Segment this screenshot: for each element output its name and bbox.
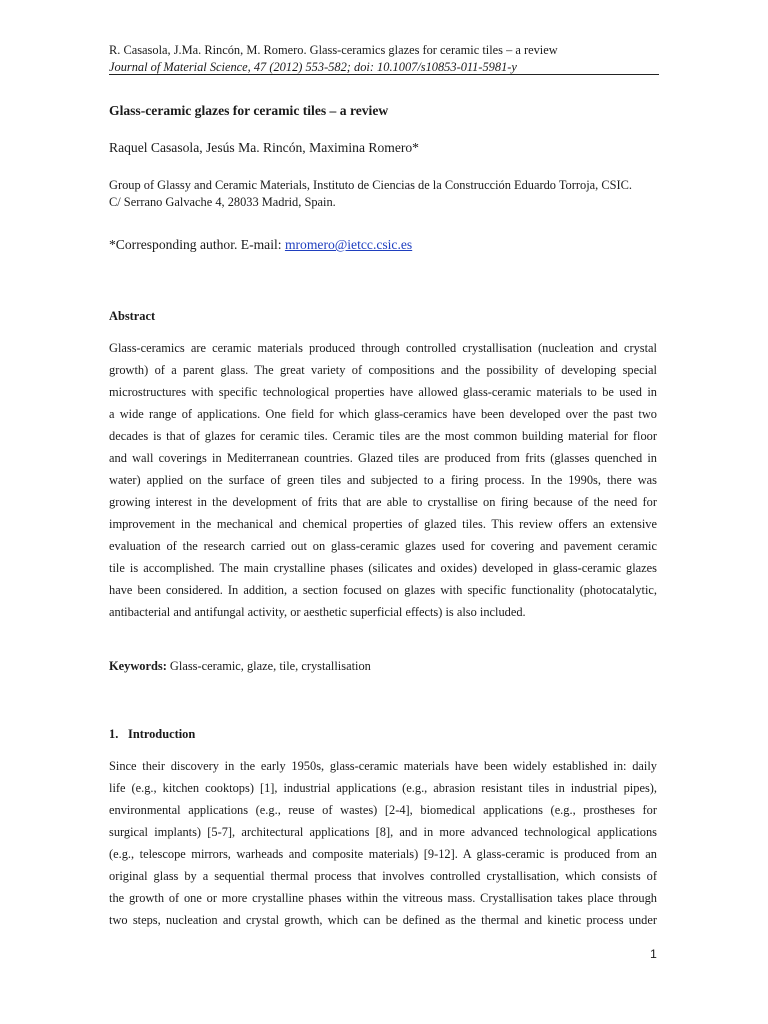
text-line: environmental applications (e.g., reuse of wastes) [2-4], biomedical applications (e.g., prostheses for — [109, 803, 657, 817]
text-line: growth) of a parent glass. The great variety of compositions and the possibility of developing special — [109, 363, 657, 377]
introduction-text — [109, 755, 657, 931]
email-link[interactable]: mromero@ietcc.csic.es — [284, 237, 413, 252]
affiliation-line-1: Group of Glassy and Ceramic Materials, Instituto de Ciencias de la Construcción Eduardo Torroja, CSIC. — [109, 178, 632, 192]
text-line: and wall coverings in Mediterranean countries. Glazed tiles are produced from frits (glasses quenched in — [109, 451, 657, 465]
text-line: the growth of one or more crystalline phases within the vitreous mass. Crystallisation takes place through — [109, 891, 657, 905]
keywords — [109, 659, 371, 674]
affiliation-line-2: C/ Serrano Galvache 4, 28033 Madrid, Spain. — [109, 195, 336, 209]
text-line: decades is that of glazes for ceramic tiles. Ceramic tiles are the most common building material for floor — [109, 429, 657, 443]
journal-citation: Journal of Material Science, 47 (2012) 553-582; doi: 10.1007/s10853-011-5981-y — [109, 60, 517, 74]
corresponding-author-label: *Corresponding author. E-mail: — [109, 237, 285, 252]
text-line: two steps, nucleation and crystal growth, which can be defined as the thermal and kinetic process under — [109, 913, 657, 927]
corresponding-author — [109, 237, 412, 253]
section-number: 1. — [109, 727, 119, 741]
text-line: improvement in the mechanical and chemical properties of glazed tiles. This review offers an extensive — [109, 517, 657, 531]
running-head-authors-title: R. Casasola, J.Ma. Rincón, M. Romero. Glass-ceramics glazes for ceramic tiles – a review — [109, 43, 558, 57]
text-line: evaluation of the research carried out on glass-ceramic glazes used for covering and pavement ceramic — [109, 539, 657, 553]
affiliation — [109, 177, 661, 211]
section-title: Introduction — [128, 727, 196, 741]
text-line: Glass-ceramics are ceramic materials produced through controlled crystallisation (nucleation and crystal — [109, 341, 657, 355]
text-line: have been considered. In addition, a section focused on glazes with specific functionality (photocatalytic, — [109, 583, 657, 597]
text-line: microstructures with specific technological properties have allowed glass-ceramic materials to be used in — [109, 385, 657, 399]
section-heading-introduction — [109, 727, 195, 742]
text-line: surgical implants) [5-7], architectural applications [8], and in more advanced technological applications — [109, 825, 657, 839]
text-line: antibacterial and antifungal activity, or aesthetic superficial effects) is also included. — [109, 605, 526, 619]
text-line: water) applied on the surface of green tiles and subjected to a firing process. In the 1990s, there was — [109, 473, 657, 487]
keywords-value: Glass-ceramic, glaze, tile, crystallisation — [166, 659, 371, 673]
running-head — [109, 42, 558, 76]
text-line: life (e.g., kitchen cooktops) [1], industrial applications (e.g., abrasion resistant tiles in industrial pipes), — [109, 781, 657, 795]
text-line: a wide range of applications. One field for which glass-ceramics have been developed over the past two — [109, 407, 657, 421]
abstract-text — [109, 337, 657, 623]
header-divider — [109, 74, 659, 75]
keywords-label: Keywords: — [109, 659, 167, 673]
page-number: 1 — [650, 947, 657, 961]
author-list: Raquel Casasola, Jesús Ma. Rincón, Maximina Romero* — [109, 140, 419, 155]
paper-title: Glass-ceramic glazes for ceramic tiles – a review — [109, 103, 389, 118]
text-line: tile is accomplished. The main crystalline phases (silicates and oxides) developed in glass-ceramic glazes — [109, 561, 657, 575]
text-line: original glass by a sequential thermal process that involves controlled crystallisation, which consists of — [109, 869, 657, 883]
abstract-heading: Abstract — [109, 309, 156, 323]
text-line: Since their discovery in the early 1950s, glass-ceramic materials have been widely established in: daily — [109, 759, 657, 773]
text-line: growing interest in the development of frits that are able to crystallise on firing because of the need for — [109, 495, 657, 509]
text-line: (e.g., telescope mirrors, warheads and composite materials) [9-12]. A glass-ceramic is produced from an — [109, 847, 657, 861]
